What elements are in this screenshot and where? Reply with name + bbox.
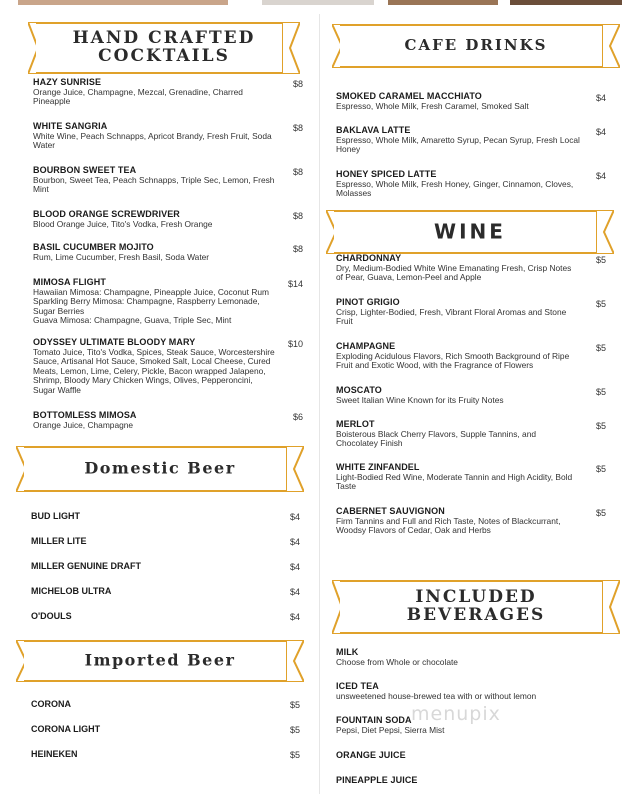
item-name: CORONA (31, 699, 71, 709)
item-description: Sparkling Berry Mimosa: Champagne, Raspberry Lemonade, (33, 296, 260, 307)
item-price: $10 (287, 339, 303, 349)
wine-title: WINE (434, 219, 506, 244)
cafe-drinks-title: CAFE DRINKS (404, 36, 548, 55)
item-name: BASIL CUCUMBER MOJITO (33, 242, 154, 252)
header-photo-strip (0, 0, 638, 6)
wine-item (336, 298, 606, 327)
item-description: Exploding Acidulous Flavors, Rich Smooth Background of Ripe (336, 350, 570, 361)
item-description: White Wine, Peach Schnapps, Apricot Brandy, Fresh Fruit, Soda (33, 130, 272, 141)
domestic-beer-title: Domestic Beer (84, 458, 236, 478)
item-description: Light-Bodied Red Wine, Moderate Tannin and High Acidity, Bold (336, 471, 573, 482)
item-description: Meats, Lemon, Lime, Celery, Pickle, Bacon wrapped Jalapeno, (33, 365, 266, 376)
item-price: $8 (292, 244, 303, 254)
item-price: $4 (289, 587, 300, 597)
item-description: Hawaiian Mimosa: Champagne, Pineapple Juice, Coconut Rum (33, 286, 270, 297)
beer-item (31, 724, 300, 734)
wine-item (336, 254, 606, 283)
header-photo (510, 0, 622, 5)
item-price: $4 (289, 612, 300, 622)
item-name: PINOT GRIGIO (336, 297, 400, 307)
item-price: $5 (289, 725, 300, 735)
item-price: $5 (595, 255, 606, 265)
item-description: Chocolatey Finish (336, 438, 403, 449)
cocktails-banner (28, 22, 300, 74)
item-description: Choose from Whole or chocolate (336, 656, 458, 667)
item-description: Boisterous Black Cherry Flavors, Supple Tannins, and (336, 428, 537, 439)
item-price: $4 (595, 171, 606, 181)
item-description: Sugar Berries (33, 305, 85, 316)
item-description: Honey (336, 144, 361, 155)
item-price: $5 (595, 421, 606, 431)
domestic-beer-banner (16, 446, 304, 492)
cocktail-item (33, 78, 303, 107)
item-description: Orange Juice, Champagne (33, 419, 134, 430)
item-name: MIMOSA FLIGHT (33, 277, 106, 287)
item-name: WHITE SANGRIA (33, 121, 108, 131)
header-photo (18, 0, 228, 5)
item-name: HAZY SUNRISE (33, 77, 102, 87)
item-name: MERLOT (336, 419, 375, 429)
item-name: SMOKED CARAMEL MACCHIATO (336, 91, 482, 101)
item-name: BOURBON SWEET TEA (33, 165, 137, 175)
included-beverages-title: INCLUDED BEVERAGES (406, 587, 546, 625)
beer-item (31, 561, 300, 571)
item-description: Orange Juice, Champagne, Mezcal, Grenadine, Charred (33, 86, 243, 97)
beer-item (31, 699, 300, 709)
item-name: MICHELOB ULTRA (31, 586, 112, 596)
item-name: HONEY SPICED LATTE (336, 169, 437, 179)
item-description: unsweetened house-brewed tea with or without lemon (336, 690, 537, 701)
item-name: BLOOD ORANGE SCREWDRIVER (33, 209, 180, 219)
item-name: CHAMPAGNE (336, 341, 396, 351)
item-name: BAKLAVA LATTE (336, 125, 411, 135)
cocktail-item (33, 411, 303, 430)
item-description: Sweet Italian Wine Known for its Fruity Notes (336, 394, 504, 405)
item-description: Dry, Medium-Bodied White Wine Emanating Fresh, Crisp Notes (336, 262, 572, 273)
item-name: PINEAPPLE JUICE (336, 775, 418, 785)
item-name: CHARDONNAY (336, 253, 402, 263)
cocktail-item (33, 166, 303, 195)
item-name: MILK (336, 647, 359, 657)
item-description: Espresso, Whole Milk, Fresh Honey, Ginger, Cinnamon, Cloves, (336, 178, 574, 189)
item-name: WHITE ZINFANDEL (336, 462, 420, 472)
cocktail-item (33, 122, 303, 151)
cafe-item (336, 92, 606, 111)
item-description: Espresso, Whole Milk, Amaretto Syrup, Pecan Syrup, Fresh Local (336, 134, 580, 145)
item-name: ICED TEA (336, 681, 379, 691)
item-description: Shrimp, Bloody Mary Chicken Wings, Olives, Pepperoncini, (33, 375, 253, 386)
included-item (336, 682, 606, 701)
item-price: $4 (289, 562, 300, 572)
beer-item (31, 749, 300, 759)
item-description: Tomato Juice, Tito's Vodka, Spices, Steak Sauce, Worcestershire (33, 346, 275, 357)
item-price: $8 (292, 79, 303, 89)
item-name: CABERNET SAUVIGNON (336, 506, 445, 516)
wine-item (336, 342, 606, 371)
item-price: $6 (292, 412, 303, 422)
item-name: BUD LIGHT (31, 511, 80, 521)
wine-item (336, 507, 606, 536)
item-price: $4 (289, 512, 300, 522)
included-item (336, 648, 606, 667)
cafe-item (336, 126, 606, 155)
item-description: Mint (33, 184, 49, 195)
column-divider (319, 14, 320, 794)
cafe-item (336, 170, 606, 199)
cocktail-item (33, 210, 303, 229)
item-description: Blood Orange Juice, Tito's Vodka, Fresh Orange (33, 218, 213, 229)
item-name: CORONA LIGHT (31, 724, 101, 734)
item-description: Crisp, Lighter-Bodied, Fresh, Vibrant Floral Aromas and Stone (336, 306, 567, 317)
item-name: HEINEKEN (31, 749, 78, 759)
included-item (336, 776, 606, 786)
cocktail-item (33, 338, 303, 396)
item-description: Fruit (336, 316, 353, 327)
item-description: Sugar Waffle (33, 384, 81, 395)
beer-item (31, 611, 300, 621)
included-item (336, 751, 606, 761)
item-description: Fruit and Exotic Wood, with the Fragrance of Flowers (336, 360, 534, 371)
item-name: BOTTOMLESS MIMOSA (33, 410, 137, 420)
cocktails-title: HAND CRAFTED COCKTAILS (72, 28, 256, 66)
item-description: Espresso, Whole Milk, Fresh Caramel, Smoked Salt (336, 100, 529, 111)
item-description: Guava Mimosa: Champagne, Guava, Triple Sec, Mint (33, 315, 232, 326)
item-price: $5 (595, 299, 606, 309)
item-description: Sauce, Artisanal Hot Sauce, Smoked Salt, Local Cheese, Cured (33, 356, 271, 367)
item-price: $14 (287, 279, 303, 289)
item-price: $8 (292, 167, 303, 177)
wine-item (336, 420, 606, 449)
wine-banner (326, 210, 614, 254)
item-name: ODYSSEY ULTIMATE BLOODY MARY (33, 337, 196, 347)
item-description: Woodsy Flavors of Cedar, Oak and Herbs (336, 525, 491, 536)
item-price: $5 (595, 387, 606, 397)
item-description: Bourbon, Sweet Tea, Peach Schnapps, Triple Sec, Lemon, Fresh (33, 174, 275, 185)
cocktail-item (33, 243, 303, 262)
item-name: O'DOULS (31, 611, 72, 621)
item-name: FOUNTAIN SODA (336, 715, 412, 725)
item-description: Taste (336, 481, 357, 492)
imported-beer-title: Imported Beer (84, 650, 236, 670)
imported-beer-banner (16, 640, 304, 682)
item-price: $5 (289, 700, 300, 710)
beer-item (31, 536, 300, 546)
item-description: Firm Tannins and Full and Rich Taste, Notes of Blackcurrant, (336, 515, 561, 526)
item-price: $5 (595, 508, 606, 518)
cafe-drinks-banner (332, 24, 620, 68)
beer-item (31, 511, 300, 521)
item-price: $5 (595, 343, 606, 353)
item-price: $4 (595, 127, 606, 137)
beer-item (31, 586, 300, 596)
item-name: ORANGE JUICE (336, 750, 406, 760)
wine-item (336, 386, 606, 405)
item-price: $4 (289, 537, 300, 547)
item-price: $5 (289, 750, 300, 760)
item-price: $5 (595, 464, 606, 474)
item-description: Molasses (336, 188, 372, 199)
watermark: menupix (411, 703, 501, 725)
item-name: MILLER GENUINE DRAFT (31, 561, 141, 571)
item-price: $8 (292, 211, 303, 221)
item-name: MOSCATO (336, 385, 382, 395)
item-price: $8 (292, 123, 303, 133)
item-description: Pepsi, Diet Pepsi, Sierra Mist (336, 724, 445, 735)
item-name: MILLER LITE (31, 536, 87, 546)
wine-item (336, 463, 606, 492)
included-beverages-banner (332, 580, 620, 634)
item-price: $4 (595, 93, 606, 103)
header-photo (388, 0, 498, 5)
header-photo (262, 0, 374, 5)
cocktail-item (33, 278, 303, 326)
item-description: of Pear, Guava, Lemon-Peel and Apple (336, 272, 482, 283)
item-description: Water (33, 140, 56, 151)
item-description: Rum, Lime Cucumber, Fresh Basil, Soda Water (33, 251, 210, 262)
item-description: Pineapple (33, 96, 71, 107)
